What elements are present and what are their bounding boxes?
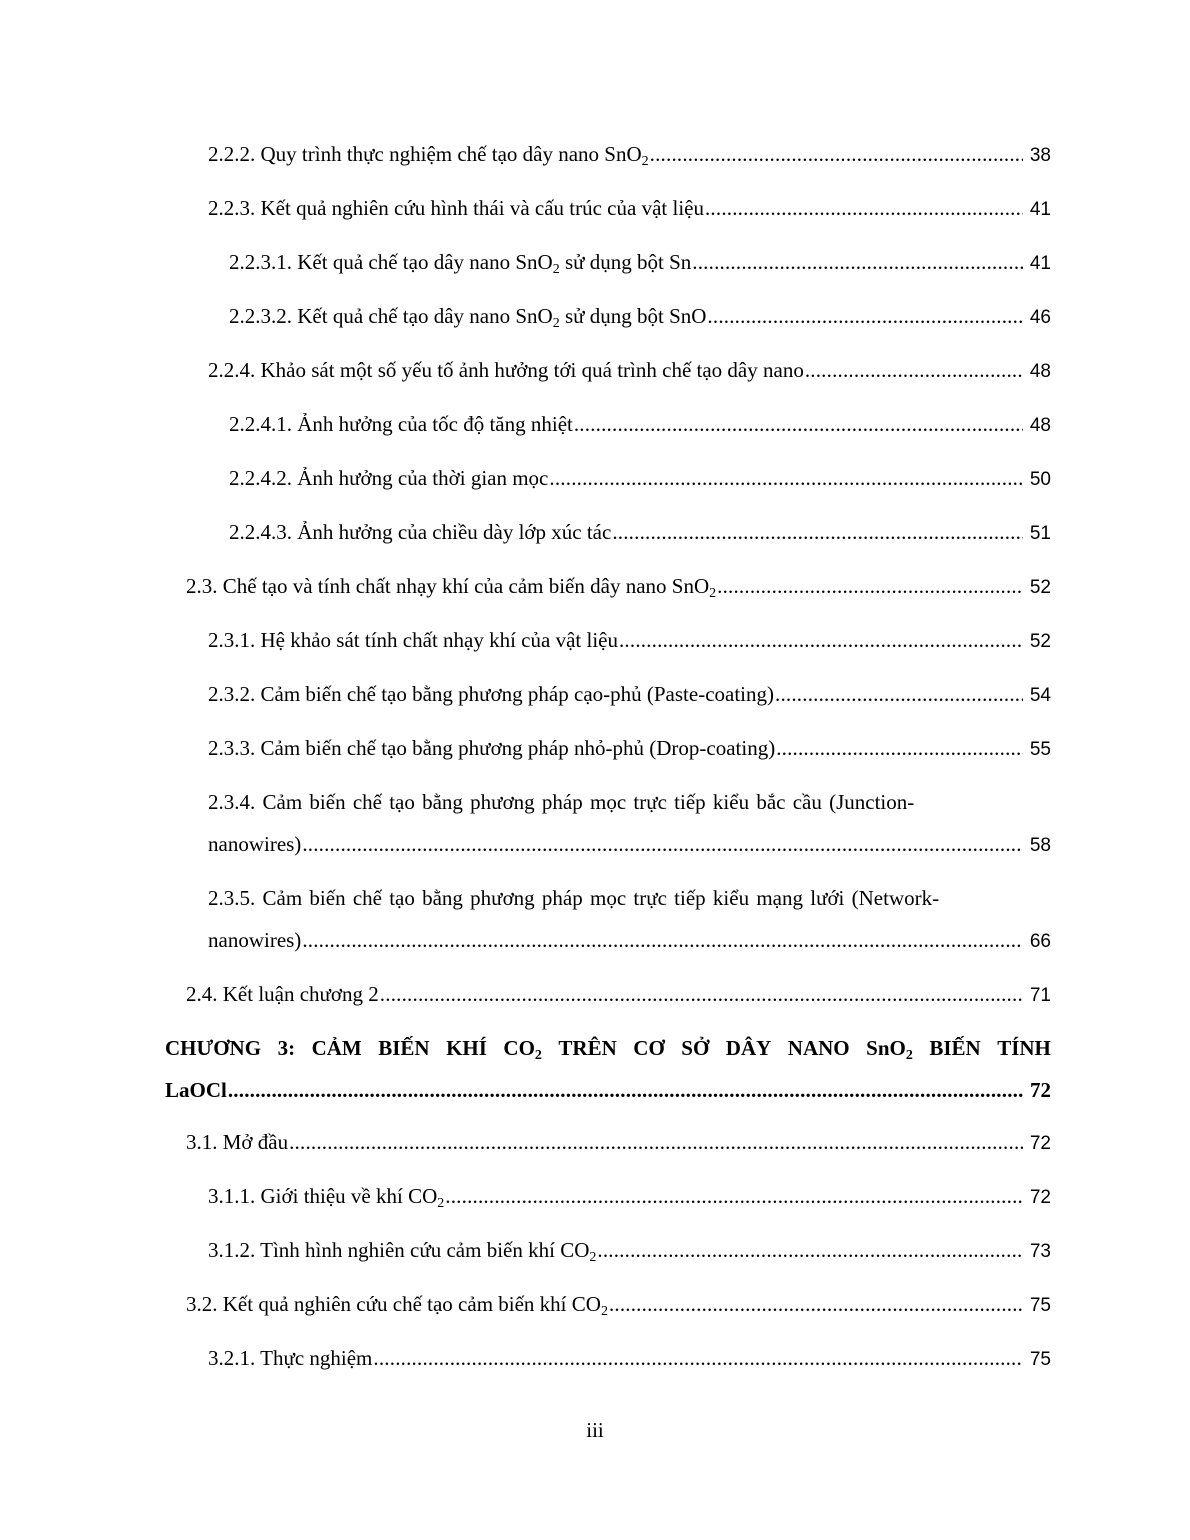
toc-page-number: 72 bbox=[1029, 1187, 1051, 1208]
toc-entry[interactable] bbox=[186, 980, 1051, 1008]
toc-leader-dots bbox=[228, 1076, 1023, 1104]
toc-entry-title: 3.2.1. Thực nghiệm bbox=[208, 1346, 373, 1370]
toc-entry[interactable] bbox=[186, 1128, 1051, 1156]
toc-entry-title: 2.2.3.1. Kết quả chế tạo dây nano SnO$_2$ sử dụng bột Sn bbox=[229, 250, 692, 277]
toc-entry[interactable] bbox=[208, 140, 1051, 168]
toc-page-number: 38 bbox=[1029, 145, 1051, 166]
toc-entry-title: 3.1.1. Giới thiệu về khí $CO_2$ bbox=[208, 1184, 445, 1211]
toc-entry[interactable] bbox=[165, 1076, 1051, 1104]
toc-leader-dots bbox=[612, 518, 1023, 546]
toc-leader-dots bbox=[289, 1128, 1023, 1156]
toc-leader-dots bbox=[619, 626, 1023, 654]
toc-entry-first-line: 2.3.5. Cảm biến chế tạo bằng phương pháp mọc trực tiếp kiểu mạng lưới (Network- bbox=[208, 886, 940, 910]
toc-entry-title: 2.2.3.2. Kết quả chế tạo dây nano SnO$_2$ sử dụng bột SnO bbox=[229, 304, 707, 331]
toc-entry-title: 2.3.2. Cảm biến chế tạo bằng phương pháp cạo-phủ (Paste-coating) bbox=[208, 682, 774, 706]
toc-entry[interactable] bbox=[229, 410, 1051, 438]
toc-leader-dots bbox=[805, 356, 1023, 384]
chapter-heading[interactable] bbox=[165, 1034, 1051, 1062]
toc-page-number: 75 bbox=[1029, 1295, 1051, 1316]
page-number-footer: iii bbox=[586, 1418, 604, 1442]
toc-page-number: 66 bbox=[1029, 931, 1051, 952]
toc-leader-dots bbox=[707, 302, 1023, 330]
toc-entry[interactable] bbox=[208, 1236, 1051, 1264]
toc-entry-title: 3.1. Mở đầu bbox=[186, 1130, 289, 1154]
toc-entry[interactable] bbox=[229, 302, 1051, 330]
toc-leader-dots bbox=[302, 830, 1023, 858]
toc-entry[interactable] bbox=[208, 680, 1051, 708]
toc-page-number: 54 bbox=[1029, 685, 1051, 706]
toc-page-number: 52 bbox=[1029, 631, 1051, 652]
toc-entry[interactable] bbox=[208, 194, 1051, 222]
toc-page-number: 75 bbox=[1029, 1349, 1051, 1370]
toc-leader-dots bbox=[717, 572, 1023, 600]
toc-leader-dots bbox=[776, 734, 1023, 762]
toc-page-number: 52 bbox=[1029, 577, 1051, 598]
toc-leader-dots bbox=[609, 1290, 1023, 1318]
toc-entry-title: 3.1.2. Tình hình nghiên cứu cảm biến khí $CO_2$ bbox=[208, 1238, 597, 1265]
toc-entry-title: 2.2.2. Quy trình thực nghiệm chế tạo dây nano SnO$_2$ bbox=[208, 142, 649, 169]
toc-page-number: 71 bbox=[1029, 985, 1051, 1006]
toc-leader-dots bbox=[705, 194, 1023, 222]
toc-entry-title: 2.2.4.1. Ảnh hưởng của tốc độ tăng nhiệt bbox=[229, 412, 573, 436]
toc-page-number: 73 bbox=[1029, 1241, 1051, 1262]
toc-leader-dots bbox=[597, 1236, 1023, 1264]
toc-entry[interactable] bbox=[208, 1182, 1051, 1210]
toc-entry-title: 3.2. Kết quả nghiên cứu chế tạo cảm biến khí $CO_2$ bbox=[186, 1292, 608, 1319]
toc-page-number: 72 bbox=[1029, 1133, 1051, 1154]
toc-page-number: 46 bbox=[1029, 307, 1051, 328]
toc-entry-title: 2.3.1. Hệ khảo sát tính chất nhạy khí của vật liệu bbox=[208, 628, 618, 652]
toc-entry[interactable] bbox=[208, 626, 1051, 654]
toc-entry-title: nanowires) bbox=[208, 832, 302, 856]
toc-entry-title: 2.4. Kết luận chương 2 bbox=[186, 982, 379, 1006]
toc-page-number: 48 bbox=[1029, 361, 1051, 382]
toc-entry[interactable] bbox=[208, 926, 1051, 954]
toc-leader-dots bbox=[380, 980, 1023, 1008]
toc-entry[interactable] bbox=[229, 464, 1051, 492]
toc-entry-title: 2.2.3. Kết quả nghiên cứu hình thái và cấu trúc của vật liệu bbox=[208, 196, 704, 220]
toc-leader-dots bbox=[302, 926, 1023, 954]
toc-entry[interactable] bbox=[208, 356, 1051, 384]
toc-page-number: 41 bbox=[1029, 199, 1051, 220]
chapter-heading-line1: CHƯƠNG 3: CẢM BIẾN KHÍ $CO_2$ TRÊN CƠ SỞ DÂY NANO SnO$_2$ BIẾN TÍNH bbox=[165, 1036, 1051, 1063]
toc-entry[interactable] bbox=[186, 572, 1051, 600]
toc-leader-dots bbox=[775, 680, 1023, 708]
toc-entry-title: 2.3.3. Cảm biến chế tạo bằng phương pháp nhỏ-phủ (Drop-coating) bbox=[208, 736, 776, 760]
toc-page-number: 55 bbox=[1029, 739, 1051, 760]
toc-entry-title: 2.2.4.2. Ảnh hưởng của thời gian mọc bbox=[229, 466, 549, 490]
toc-entry[interactable] bbox=[186, 1290, 1051, 1318]
toc-entry[interactable] bbox=[208, 734, 1051, 762]
toc-entry-title: 2.2.4. Khảo sát một số yếu tố ảnh hưởng tới quá trình chế tạo dây nano bbox=[208, 358, 804, 382]
toc-entry-title: nanowires) bbox=[208, 928, 302, 952]
toc-leader-dots bbox=[692, 248, 1023, 276]
toc-entry-title: 2.2.4.3. Ảnh hưởng của chiều dày lớp xúc tác bbox=[229, 520, 612, 544]
toc-entry-title: LaOCl bbox=[165, 1078, 227, 1102]
toc-page-number: 41 bbox=[1029, 253, 1051, 274]
toc-page-number: 51 bbox=[1029, 523, 1051, 544]
toc-entry[interactable] bbox=[208, 830, 1051, 858]
toc-page-number: 50 bbox=[1029, 469, 1051, 490]
toc-entry[interactable] bbox=[208, 1344, 1051, 1372]
toc-leader-dots bbox=[574, 410, 1023, 438]
toc-page-number: 48 bbox=[1029, 415, 1051, 436]
toc-leader-dots bbox=[373, 1344, 1023, 1372]
toc-page-number: 72 bbox=[1030, 1078, 1051, 1102]
toc-leader-dots bbox=[650, 140, 1023, 168]
toc-entry[interactable] bbox=[229, 248, 1051, 276]
toc-leader-dots bbox=[445, 1182, 1023, 1210]
toc-entry-title: 2.3. Chế tạo và tính chất nhạy khí của cảm biến dây nano SnO$_2$ bbox=[186, 574, 717, 601]
toc-page-number: 58 bbox=[1029, 835, 1051, 856]
toc-leader-dots bbox=[549, 464, 1023, 492]
toc-entry-first-line: 2.3.4. Cảm biến chế tạo bằng phương pháp mọc trực tiếp kiểu bắc cầu (Junction- bbox=[208, 790, 915, 814]
toc-entry[interactable] bbox=[229, 518, 1051, 546]
